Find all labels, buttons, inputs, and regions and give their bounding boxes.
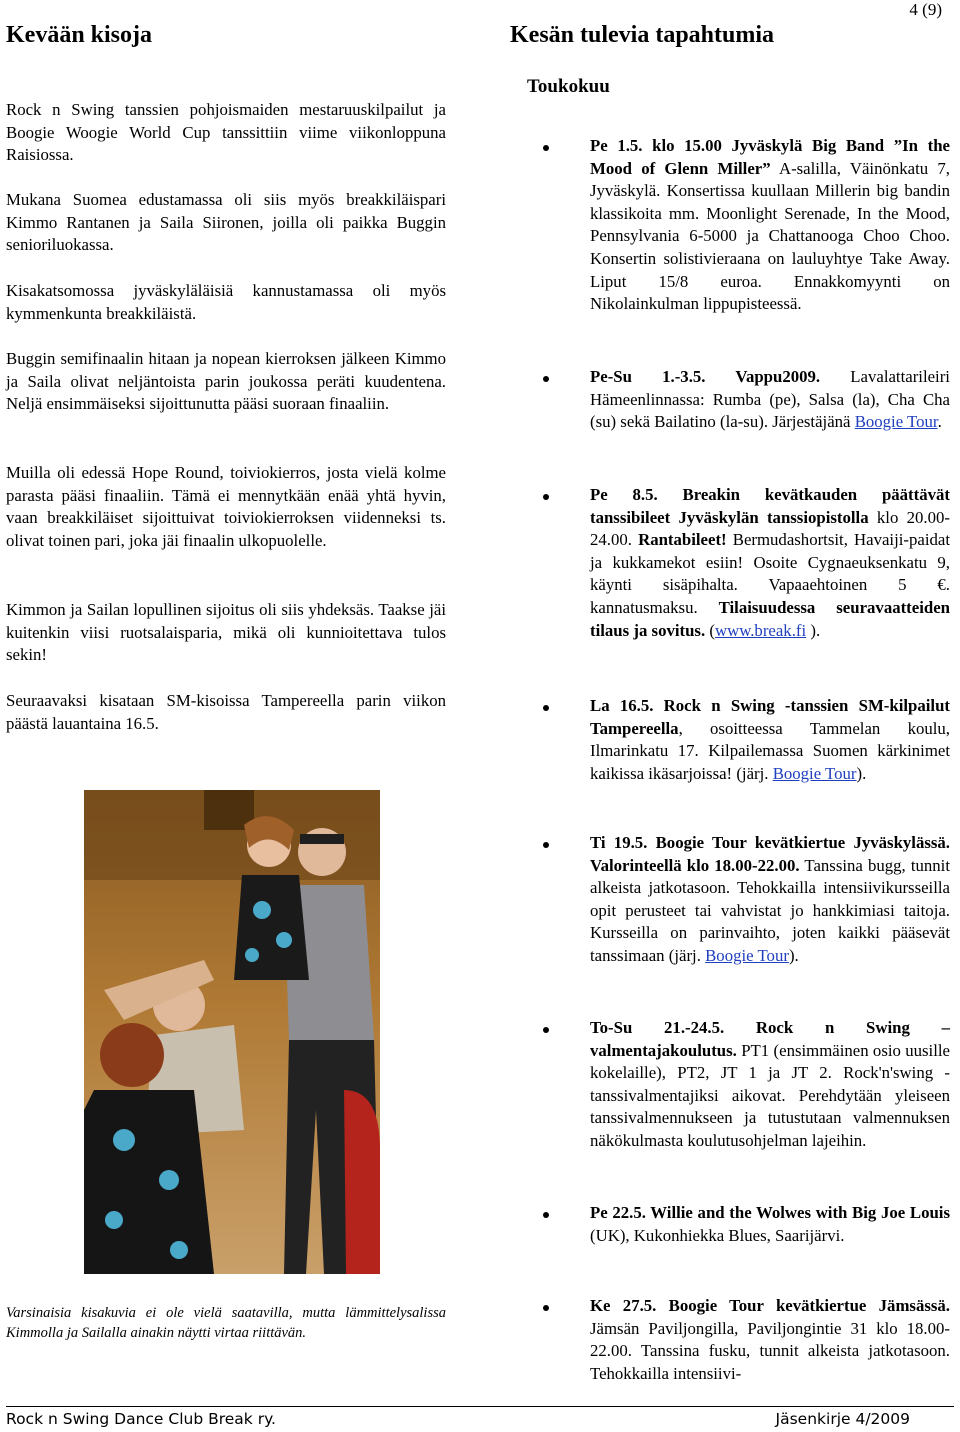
event-3-text2: Bermudashortsit, Havaiji-paidat ja kukkamekot esiin! Osoite Cygnaeuksenkatu 9, käynti sisäpihalta. Vapaaehtoinen 5 €. kannatusmaksu.: [590, 530, 950, 617]
event-6-title: To-Su 21.-24.5. Rock n Swing – valmentajakoulutus.: [590, 1018, 950, 1060]
left-paragraph-7: Seuraavaksi kisataan SM-kisoissa Tampereella parin viikon päästä lauantaina 16.5.: [6, 691, 446, 733]
event-3: [590, 484, 950, 642]
event-7-text: (UK), Kukonhiekka Blues, Saarijärvi.: [590, 1225, 845, 1245]
event-7: [590, 1202, 950, 1247]
page-number: 4 (9): [909, 0, 942, 19]
dancing-couple-photo: [84, 790, 380, 1274]
event-8-text: Jämsän Paviljongilla, Paviljongintie 31 klo 18.00-22.00. Tanssina fusku, tunnit alkeista jatkotasoon. Tehokkailla intensiivi-: [590, 1318, 950, 1383]
event-6: [590, 1017, 950, 1153]
event-2-title: Pe-Su 1.-3.5. Vappu2009.: [590, 367, 821, 386]
event-4-link[interactable]: Boogie Tour: [772, 763, 857, 783]
month-heading: Toukokuu: [527, 76, 610, 97]
event-3-title: Pe 8.5. Breakin kevätkauden päättävät tanssibileet Jyväskylän tanssiopistolla: [590, 485, 950, 527]
photo-caption: Varsinaisia kisakuvia ei ole vielä saatavilla, mutta lämmittelysalissa Kimmolla ja Sailalla ainakin näytti virtaa riittävän.: [6, 1305, 446, 1341]
bullet-5: [543, 842, 549, 848]
event-2: [590, 366, 950, 434]
event-3-text3: (: [705, 620, 715, 640]
bullet-2: [543, 376, 549, 382]
event-5: [590, 832, 950, 968]
bullet-7: [543, 1212, 549, 1218]
event-3-bold3: Tilaisuudessa seuravaatteiden tilaus ja sovitus.: [590, 597, 950, 640]
bullet-6: [543, 1027, 549, 1033]
footer-newsletter-id: Jäsenkirje 4/2009: [775, 1410, 910, 1428]
event-5-text: Tanssina bugg, tunnit alkeista jatkotasoon. Tehokkailla intensiivikursseilla opit perusteet tai vahvistat jo hankkimiasi taitoja. Kursseilla on parinvaihto, joten kaikki pääsevät tanssimaan (järj.: [590, 855, 950, 965]
event-4: [590, 695, 950, 785]
bullet-4: [543, 705, 549, 711]
event-5-after: ).: [788, 945, 799, 965]
event-3-link[interactable]: www.break.fi: [714, 620, 807, 640]
right-heading: Kesän tulevia tapahtumia: [510, 22, 775, 48]
event-3-after: ).: [806, 620, 821, 640]
event-8-title: Ke 27.5. Boogie Tour kevätkiertue Jämsässä.: [590, 1296, 950, 1315]
event-3-bold2: Rantabileet!: [638, 530, 727, 550]
left-heading: Kevään kisoja: [6, 22, 153, 48]
bullet-1: [543, 145, 549, 151]
event-1-text: A-salilla, Väinönkatu 7, Jyväskylä. Konsertissa kuullaan Millerin big bandin klassikoita mm. Moonlight Serenade, In the Mood, Pennsylvania 6-5000 ja Chattanooga Choo Choo. Konsertin solistivieraana on lauluyhtye Take Away. Liput 15/8 euroa. Ennakkomyynti on Nikolainkulman lippupisteessä.: [590, 158, 950, 314]
left-paragraph-6: Kimmon ja Sailan lopullinen sijoitus oli siis yhdeksäs. Taakse jäi kuitenkin viisi ruotsalaisparia, mikä oli kunnioitettava tulos sekin!: [6, 600, 446, 665]
footer-club-name: Rock n Swing Dance Club Break ry.: [6, 1410, 276, 1428]
event-2-link[interactable]: Boogie Tour: [854, 412, 938, 432]
event-8: [590, 1295, 950, 1385]
event-4-text: , osoitteessa Tammelan koulu, Ilmarinkatu 17. Kilpailemassa Suomen kärkinimet kaikissa ikäsarjoissa! (järj.: [590, 718, 950, 783]
event-6-text: PT1 (ensimmäinen osio uusille kokelaille), PT2, JT 1 ja JT 2. Rock'n'swing -tanssivalmentajiksi aikovat. Perehdytään yleiseen tanssivalmennukseen ja tutustutaan valmennuksen näkökulmasta koulutusohjelman lajeihin.: [590, 1040, 950, 1150]
event-4-title: La 16.5. Rock n Swing -tanssien SM-kilpailut Tampereella: [590, 696, 950, 738]
event-4-after: ).: [856, 763, 867, 783]
event-1-title: Pe 1.5. klo 15.00 Jyväskylä Big Band ”In the Mood of Glenn Miller”: [590, 136, 950, 178]
left-paragraph-1: Rock n Swing tanssien pohjoismaiden mestaruuskilpailut ja Boogie Woogie World Cup tanssittiin viime viikonloppuna Raisiossa.: [6, 100, 446, 165]
footer-rule: [6, 1406, 954, 1407]
bullet-8: [543, 1305, 549, 1311]
event-1: [590, 135, 950, 316]
event-2-after: .: [937, 412, 942, 432]
event-2-text: Lavalattarileiri Hämeenlinnassa: Rumba (pe), Salsa (la), Cha Cha (su) sekä Bailatino (la-su). Järjestäjänä: [590, 367, 950, 432]
event-5-link[interactable]: Boogie Tour: [705, 945, 789, 965]
left-paragraph-5: Muilla oli edessä Hope Round, toiviokierros, josta vielä kolme parasta pääsi finaaliin. Tämä ei mennytkään enää yhtä hyvin, vaan breakkiläiset sijoittuivat toiviokierroksen viidenneksi ts. olivat toinen pari, joka jäi finaalin ulkopuolelle.: [6, 463, 446, 550]
left-paragraph-4: Buggin semifinaalin hitaan ja nopean kierroksen jälkeen Kimmo ja Saila olivat neljäntoista parin joukossa peräti kuudentena. Neljä ensimmäiseksi sijoittunutta pääsi suoraan finaaliin.: [6, 349, 446, 414]
left-paragraph-3: Kisakatsomossa jyväskyläläisiä kannustamassa oli myös kymmenkunta breakkiläistä.: [6, 281, 446, 323]
page-footer: [0, 1400, 960, 1432]
event-3-text: klo 20.00-24.00.: [590, 507, 951, 550]
bullet-3: [543, 494, 549, 500]
event-7-title: Pe 22.5. Willie and the Wolwes with Big Joe Louis: [590, 1203, 950, 1222]
event-5-title: Ti 19.5. Boogie Tour kevätkiertue Jyväskylässä. Valorinteellä klo 18.00-22.00.: [590, 833, 950, 875]
left-paragraph-2: Mukana Suomea edustamassa oli siis myös breakkiläispari Kimmo Rantanen ja Saila Siironen, joilla oli paikka Buggin senioriluokassa.: [6, 190, 446, 255]
